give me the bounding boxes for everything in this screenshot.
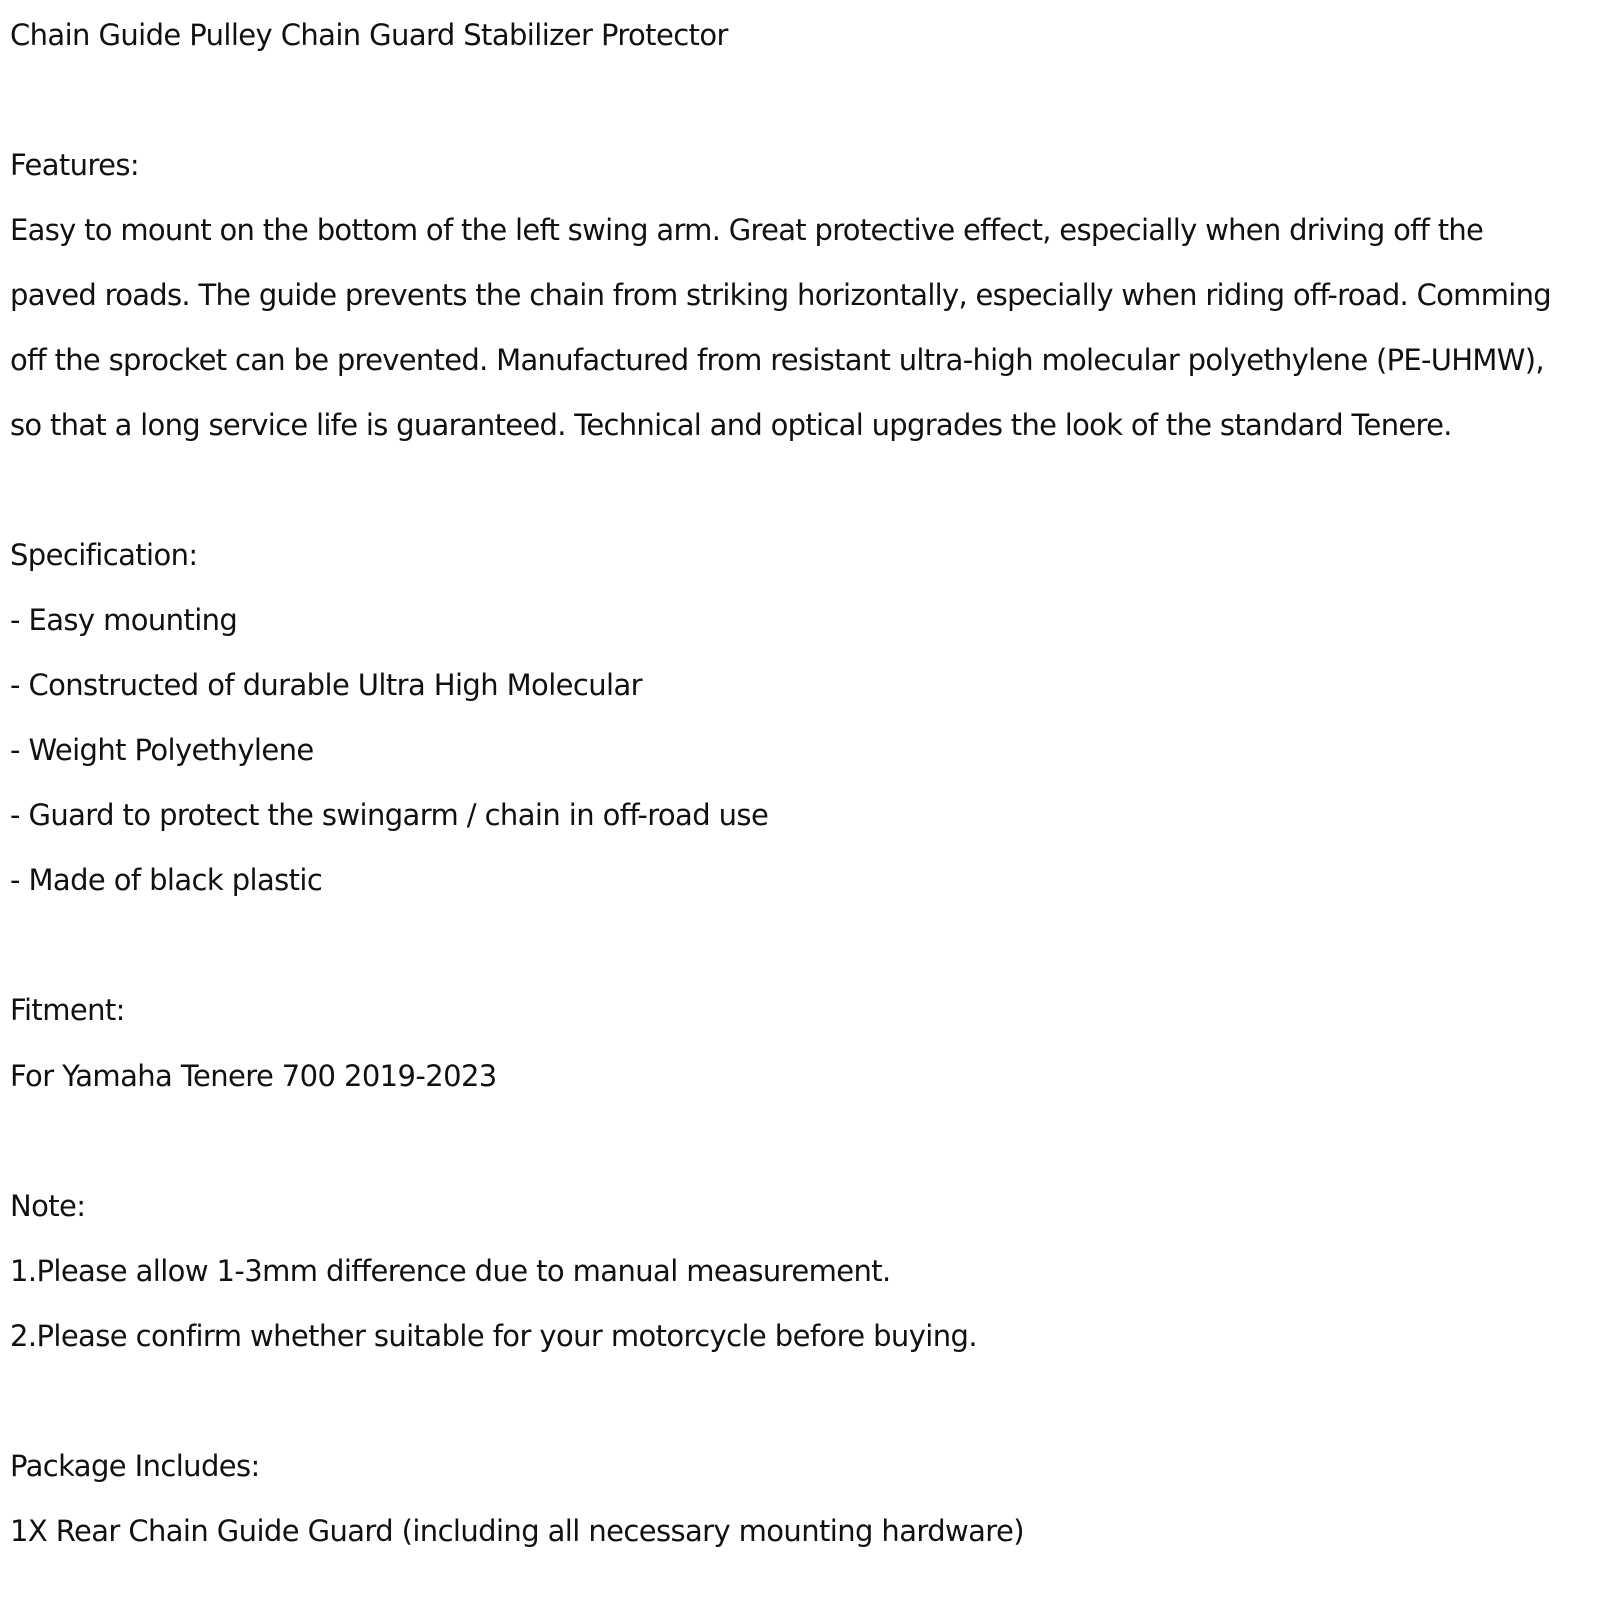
spec-item: - Easy mounting <box>10 603 238 637</box>
package-heading: Package Includes: <box>10 1449 260 1483</box>
specification-heading: Specification: <box>10 538 198 572</box>
features-line-3: off the sprocket can be prevented. Manufactured from resistant ultra-high molecular polyethylene (PE-UHMW), <box>10 343 1544 377</box>
features-line-2: paved roads. The guide prevents the chain from striking horizontally, especially when riding off-road. Comming <box>10 278 1552 312</box>
features-heading: Features: <box>10 148 140 182</box>
spec-item: - Guard to protect the swingarm / chain in off-road use <box>10 798 769 832</box>
features-line-1: Easy to mount on the bottom of the left swing arm. Great protective effect, especially when driving off the <box>10 213 1484 247</box>
fitment-heading: Fitment: <box>10 993 125 1027</box>
spec-item: - Made of black plastic <box>10 863 323 897</box>
note-item: 1.Please allow 1-3mm difference due to manual measurement. <box>10 1254 891 1288</box>
note-heading: Note: <box>10 1189 86 1223</box>
note-item: 2.Please confirm whether suitable for your motorcycle before buying. <box>10 1319 977 1353</box>
package-text: 1X Rear Chain Guide Guard (including all necessary mounting hardware) <box>10 1514 1024 1548</box>
spec-item: - Weight Polyethylene <box>10 733 314 767</box>
fitment-text: For Yamaha Tenere 700 2019-2023 <box>10 1059 497 1093</box>
product-title: Chain Guide Pulley Chain Guard Stabilizer Protector <box>10 18 728 52</box>
features-line-4: so that a long service life is guaranteed. Technical and optical upgrades the look of the standard Tenere. <box>10 408 1452 442</box>
spec-item: - Constructed of durable Ultra High Molecular <box>10 668 642 702</box>
